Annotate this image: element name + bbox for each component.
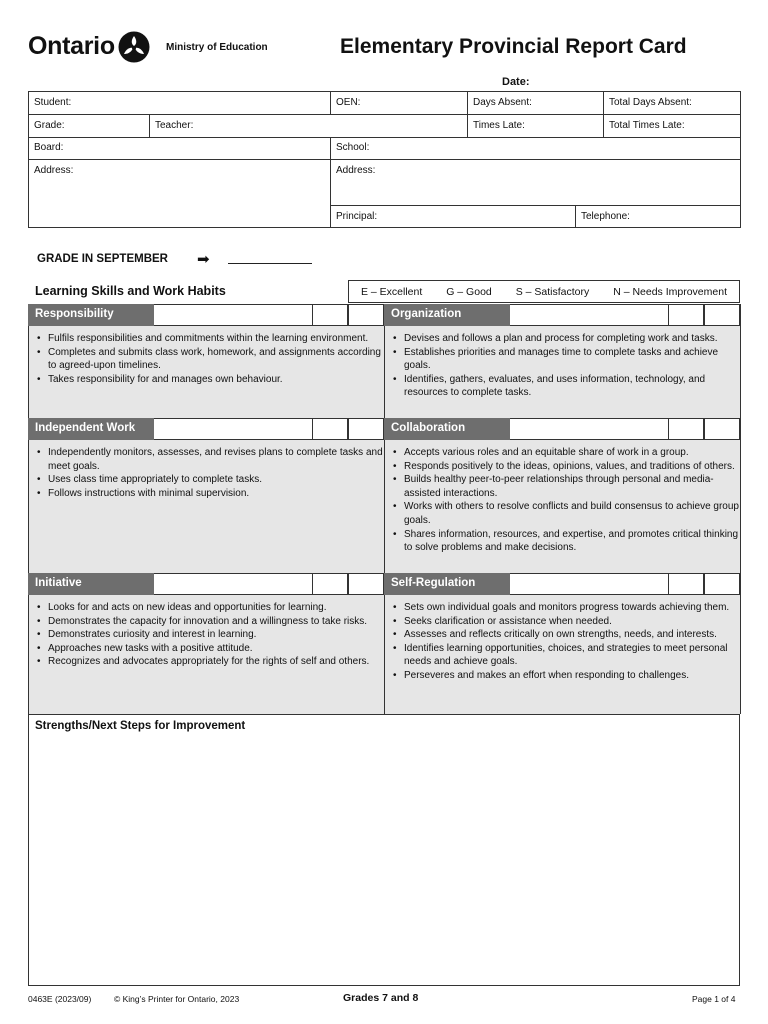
- list-item: • Completes and submits class work, homework, and assignments according to agreed-upon timelines.: [39, 346, 384, 373]
- teacher-field[interactable]: Teacher:: [155, 120, 194, 131]
- list-item: • Identifies, gathers, evaluates, and uses information, technology, and resources to complete tasks.: [395, 373, 740, 400]
- list-item: • Follows instructions with minimal supervision.: [39, 487, 384, 501]
- grade-in-september-blank[interactable]: [228, 263, 312, 264]
- form-code: 0463E (2023/09): [28, 994, 92, 1004]
- strengths-comment-box[interactable]: [28, 714, 740, 986]
- list-item: • Shares information, resources, and expertise, and promotes critical thinking to solve problems and make decisions.: [395, 528, 740, 555]
- list-item: • Uses class time appropriately to complete tasks.: [39, 473, 384, 487]
- list-item: • Approaches new tasks with a positive attitude.: [39, 642, 384, 656]
- board-address-field[interactable]: Address:: [34, 165, 74, 176]
- organization-term1-box[interactable]: [668, 304, 704, 326]
- list-item: • Seeks clarification or assistance when needed.: [395, 615, 740, 629]
- self-regulation-panel: [385, 595, 740, 714]
- legend-excellent: E – Excellent: [360, 285, 423, 298]
- list-item: • Devises and follows a plan and process for completing work and tasks.: [395, 332, 740, 346]
- independent-work-term2-box[interactable]: [348, 418, 384, 440]
- list-item: • Builds healthy peer-to-peer relationships through personal and media-assisted interactions.: [395, 473, 740, 500]
- initiative-term2-box[interactable]: [348, 573, 384, 595]
- date-label: Date:: [502, 76, 530, 88]
- page-number: Page 1 of 4: [692, 994, 736, 1004]
- list-item: • Sets own individual goals and monitors progress towards achieving them.: [395, 601, 740, 615]
- board-field[interactable]: Board:: [34, 142, 64, 153]
- grades-label: Grades 7 and 8: [343, 992, 419, 1004]
- list-item: • Accepts various roles and an equitable share of work in a group.: [395, 446, 740, 460]
- responsibility-term1-box[interactable]: [312, 304, 348, 326]
- times-late-field[interactable]: Times Late:: [473, 120, 525, 131]
- self-regulation-term2-box[interactable]: [704, 573, 740, 595]
- independent-work-panel: [29, 440, 384, 573]
- total-days-absent-field[interactable]: Total Days Absent:: [609, 97, 692, 108]
- independent-work-header: Independent Work: [28, 418, 154, 440]
- collaboration-term1-box[interactable]: [668, 418, 704, 440]
- copyright: © King’s Printer for Ontario, 2023: [114, 994, 240, 1004]
- list-item: • Recognizes and advocates appropriately for the rights of self and others.: [39, 655, 384, 669]
- responsibility-term2-box[interactable]: [348, 304, 384, 326]
- trillium-logo-icon: [118, 31, 150, 63]
- grade-field[interactable]: Grade:: [34, 120, 65, 131]
- self-regulation-term1-box[interactable]: [668, 573, 704, 595]
- list-item: • Demonstrates the capacity for innovation and a willingness to take risks.: [39, 615, 384, 629]
- arrow-right-icon: ➡: [197, 251, 210, 268]
- list-item: • Looks for and acts on new ideas and opportunities for learning.: [39, 601, 384, 615]
- list-item: • Fulfils responsibilities and commitments within the learning environment.: [39, 332, 384, 346]
- rating-legend: [348, 280, 740, 303]
- principal-field[interactable]: Principal:: [336, 211, 378, 222]
- page-title: Elementary Provincial Report Card: [340, 35, 687, 58]
- legend-satisfactory: S – Satisfactory: [515, 285, 590, 298]
- list-item: • Perseveres and makes an effort when responding to challenges.: [395, 669, 740, 683]
- list-item: • Responds positively to the ideas, opinions, values, and traditions of others.: [395, 460, 740, 474]
- collaboration-term2-box[interactable]: [704, 418, 740, 440]
- collaboration-header: Collaboration: [384, 418, 510, 440]
- list-item: • Takes responsibility for and manages own behaviour.: [39, 373, 384, 387]
- ontario-logo-text: Ontario: [28, 32, 115, 60]
- list-item: • Assesses and reflects critically on own strengths, needs, and interests.: [395, 628, 740, 642]
- organization-panel: [385, 326, 740, 418]
- telephone-field[interactable]: Telephone:: [581, 211, 630, 222]
- collaboration-panel: [385, 440, 740, 573]
- list-item: • Establishes priorities and manages time to complete tasks and achieve goals.: [395, 346, 740, 373]
- responsibility-header: Responsibility: [28, 304, 154, 326]
- school-field[interactable]: School:: [336, 142, 370, 153]
- initiative-header: Initiative: [28, 573, 154, 595]
- list-item: • Identifies learning opportunities, choices, and strategies to meet personal needs and achieve goals.: [395, 642, 740, 669]
- school-address-field[interactable]: Address:: [336, 165, 376, 176]
- responsibility-panel: [29, 326, 384, 418]
- legend-needs-improvement: N – Needs Improvement: [613, 285, 727, 298]
- list-item: • Demonstrates curiosity and interest in learning.: [39, 628, 384, 642]
- organization-header: Organization: [384, 304, 510, 326]
- initiative-term1-box[interactable]: [312, 573, 348, 595]
- student-field[interactable]: Student:: [34, 97, 72, 108]
- initiative-panel: [29, 595, 384, 714]
- list-item: • Works with others to resolve conflicts and build consensus to achieve group goals.: [395, 500, 740, 527]
- days-absent-field[interactable]: Days Absent:: [473, 97, 532, 108]
- total-times-late-field[interactable]: Total Times Late:: [609, 120, 685, 131]
- organization-term2-box[interactable]: [704, 304, 740, 326]
- learning-skills-title: Learning Skills and Work Habits: [35, 284, 226, 298]
- strengths-title: Strengths/Next Steps for Improvement: [35, 720, 246, 732]
- grade-in-september-label: GRADE IN SEPTEMBER: [37, 253, 168, 265]
- ministry-name: Ministry of Education: [166, 42, 268, 53]
- independent-work-term1-box[interactable]: [312, 418, 348, 440]
- list-item: • Independently monitors, assesses, and revises plans to complete tasks and meet goals.: [39, 446, 384, 473]
- self-regulation-header: Self-Regulation: [384, 573, 510, 595]
- oen-field[interactable]: OEN:: [336, 97, 361, 108]
- legend-good: G – Good: [446, 285, 492, 298]
